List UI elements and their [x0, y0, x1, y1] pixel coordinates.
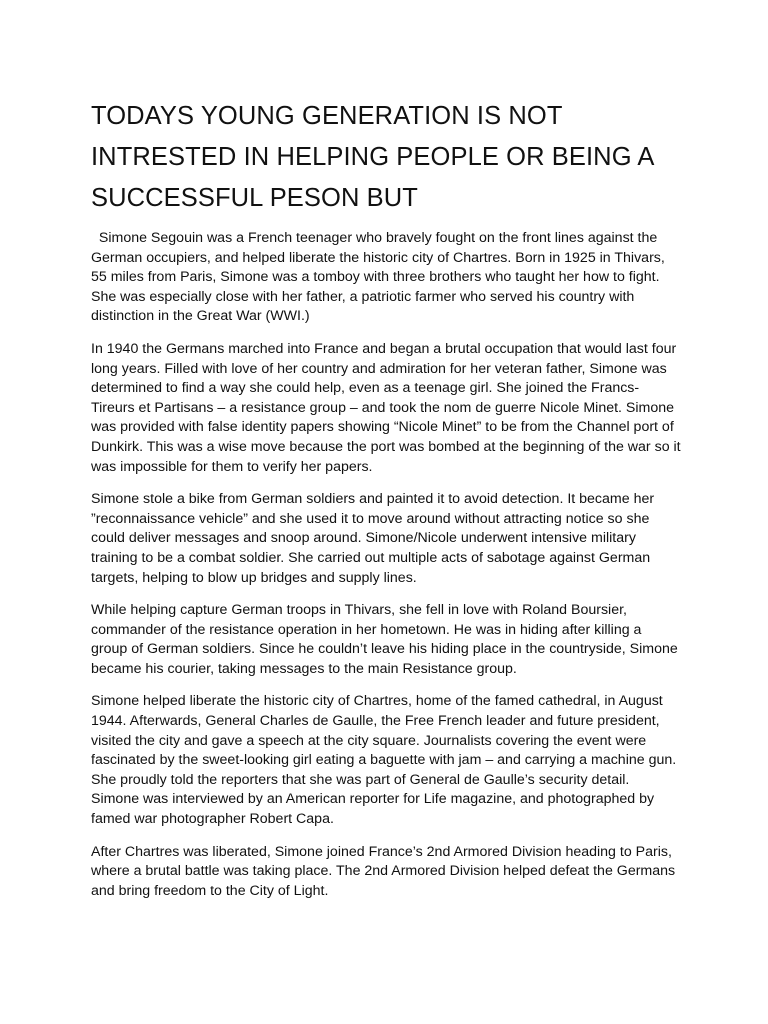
- paragraph-intro: Simone Segouin was a French teenager who bravely fought on the front lines against the German occupiers, and helped liberate the historic city of Chartres. Born in 1925 in Thivars, 55 miles from Paris, Simone was a tomboy with three brothers who taught her how to fight. She was especially close with her father, a patriotic farmer who served his country with distinction in the Great War (WWI.): [91, 230, 665, 325]
- paragraph-occupation: In 1940 the Germans marched into France and began a brutal occupation that would last four long years. Filled with love of her country and admiration for her veteran father, Simone was determined to find a way she could help, even as a teenage girl. She joined the Francs-Tireurs et Partisans – a resistance group – and took the nom de guerre Nicole Minet. Simone was provided with false identity papers showing “Nicole Minet” to be from the Channel port of Dunkirk. This was a wise move because the port was bombed at the beginning of the war so it was impossible for them to verify her papers.: [91, 340, 681, 475]
- paragraph-bike: Simone stole a bike from German soldiers and painted it to avoid detection. It became her ”reconnaissance vehicle” and she used it to move around without attracting notice so she could deliver messages and snoop around. Simone/Nicole underwent intensive military training to be a combat soldier. She carried out multiple acts of sabotage against German targets, helping to blow up bridges and supply lines.: [91, 491, 655, 586]
- paragraph-chartres: Simone helped liberate the historic city of Chartres, home of the famed cathedral, in August 1944. Afterwards, General Charles de Gaulle, the Free French leader and future president, visited the city and gave a speech at the city square. Journalists covering the event were fascinated by the sweet-looking girl eating a baguette with jam – and carrying a machine gun. She proudly told the reporters that she was part of General de Gaulle’s security detail. Simone was interviewed by an American reporter for Life magazine, and photographed by famed war photographer Robert Capa.: [91, 693, 677, 828]
- paragraph-paris: After Chartres was liberated, Simone joined France’s 2nd Armored Division heading to Paris, where a brutal battle was taking place. The 2nd Armored Division helped defeat the Germans and bring freedom to the City of Light.: [91, 843, 676, 899]
- document-page: [91, 96, 681, 914]
- document-title: TODAYS YOUNG GENERATION IS NOT INTRESTED IN HELPING PEOPLE OR BEING A SUCCESSFUL PESON BUT: [91, 102, 654, 212]
- paragraph-roland: While helping capture German troops in Thivars, she fell in love with Roland Boursier, commander of the resistance operation in her hometown. He was in hiding after killing a group of German soldiers. Since he couldn’t leave his hiding place in the countryside, Simone became his courier, taking messages to the main Resistance group.: [91, 602, 678, 677]
